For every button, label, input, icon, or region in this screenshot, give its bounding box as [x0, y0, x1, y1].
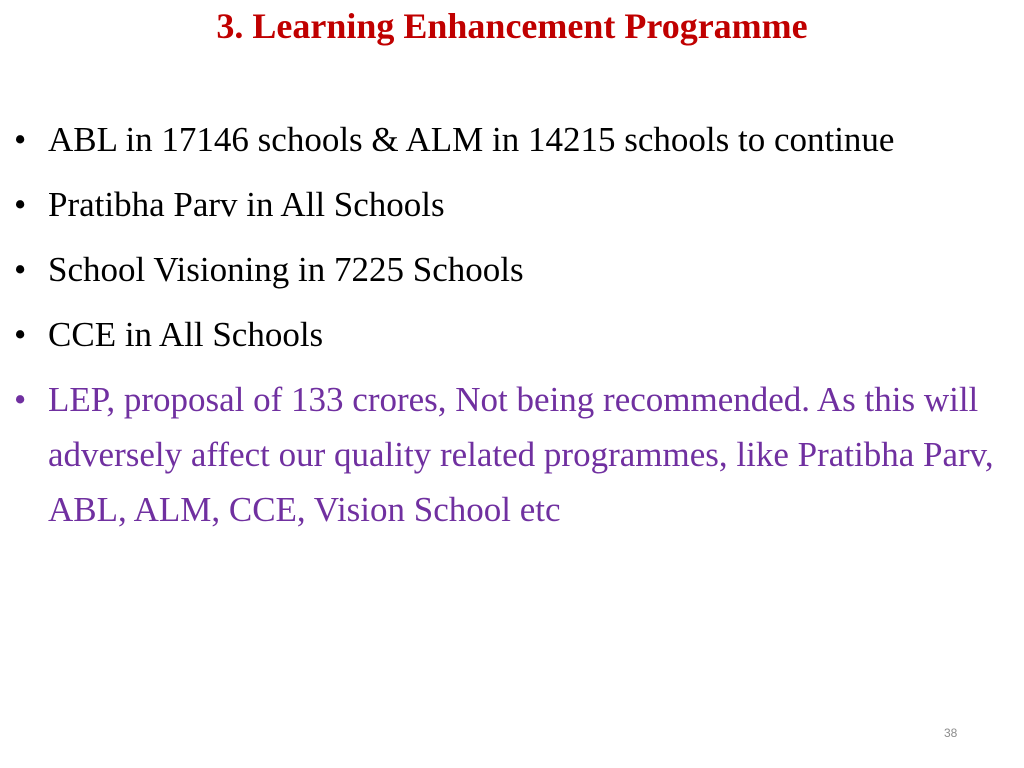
bullet-text: School Visioning in 7225 Schools: [48, 250, 524, 289]
bullet-marker: •: [14, 315, 27, 354]
bullet-item-pratibha-parv: [14, 177, 1004, 232]
bullet-text: LEP, proposal of 133 crores, Not being recommended. As this will adversely affect our quality related programmes, like Pratibha Parv, ABL, ALM, CCE, Vision School etc: [48, 380, 994, 529]
bullet-marker: •: [14, 250, 27, 289]
bullet-marker: •: [14, 380, 27, 419]
bullet-item-lep-proposal: [14, 372, 1004, 537]
slide-title: 3. Learning Enhancement Programme: [216, 6, 808, 46]
bullet-marker: •: [14, 120, 27, 159]
bullet-item-school-visioning: [14, 242, 1004, 297]
bullet-item-abl-alm: [14, 112, 1004, 167]
bullet-text: Pratibha Parv in All Schools: [48, 185, 445, 224]
bullet-item-cce: [14, 307, 1004, 362]
bullet-marker: •: [14, 185, 27, 224]
page-number: 38: [944, 726, 958, 740]
bullet-text: CCE in All Schools: [48, 315, 324, 354]
bullet-text: ABL in 17146 schools & ALM in 14215 schools to continue: [48, 120, 895, 159]
bullet-list: [14, 112, 1004, 547]
